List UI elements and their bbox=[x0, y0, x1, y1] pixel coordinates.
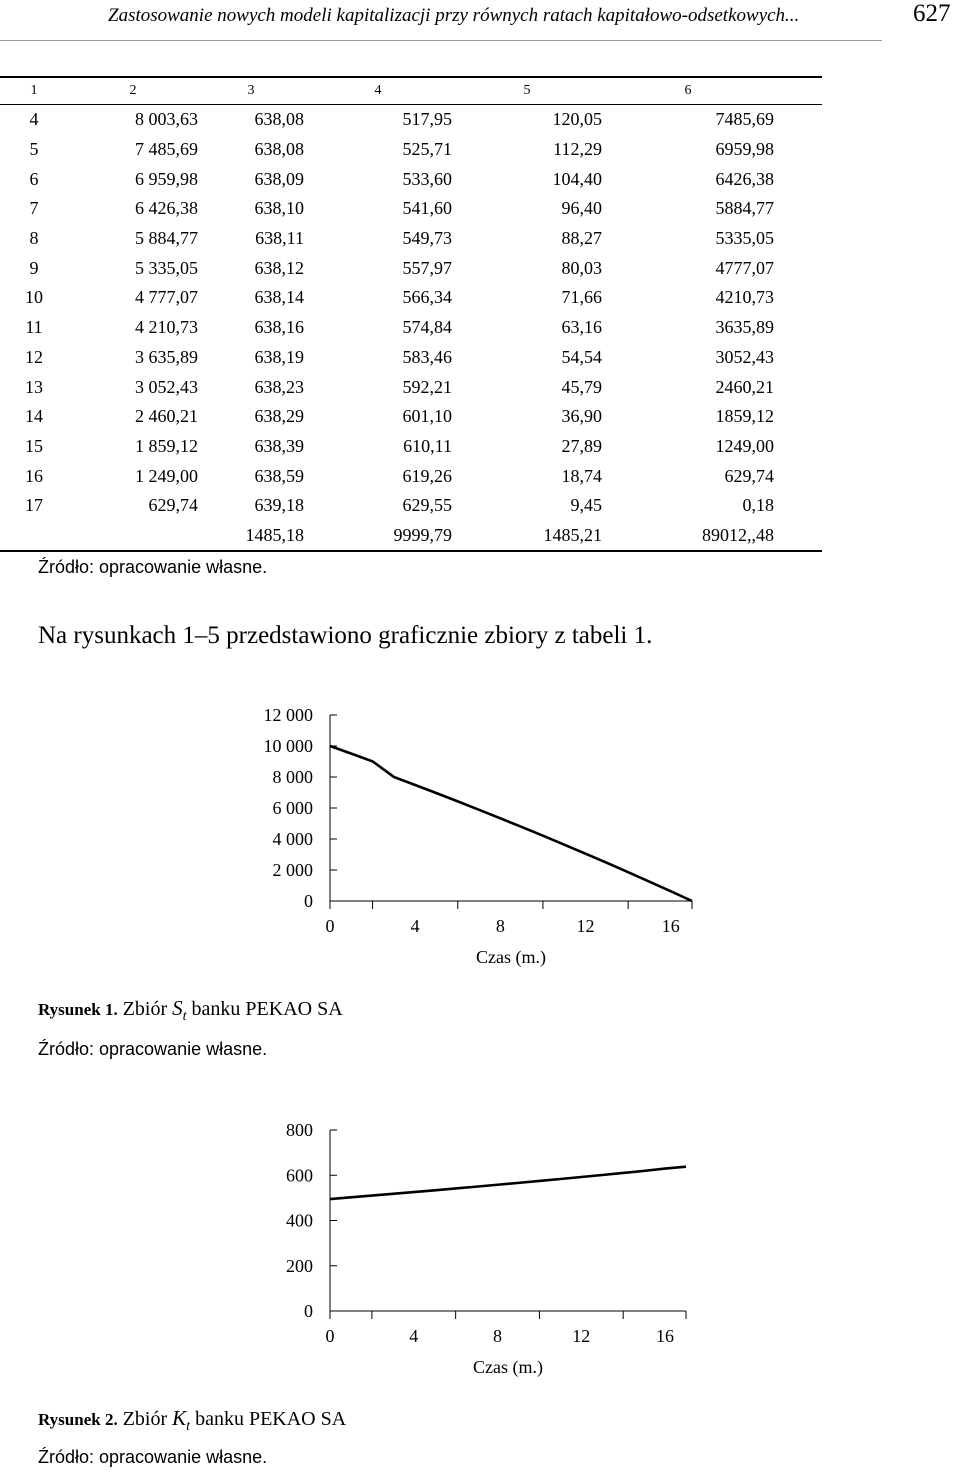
table-cell-col-1: 8 bbox=[29, 228, 39, 249]
table-row bbox=[0, 224, 822, 254]
chart-1-y-tick-label: 10 000 bbox=[263, 736, 313, 756]
table-row bbox=[0, 491, 822, 521]
table-cell-col-2: 4 210,73 bbox=[135, 317, 198, 338]
table-cell-col-2: 1 249,00 bbox=[135, 465, 198, 486]
table-row bbox=[0, 164, 822, 194]
table-cell-col-4: 619,26 bbox=[402, 465, 452, 486]
table-cell-spacer bbox=[774, 283, 822, 313]
table-cell-col-6: 2460,21 bbox=[715, 376, 774, 397]
table-cell-col-3: 638,11 bbox=[255, 228, 304, 249]
table-cell-col-3: 638,16 bbox=[254, 317, 304, 338]
figure-2-caption-pre: Zbiór bbox=[122, 1408, 168, 1430]
column-header-6: 6 bbox=[684, 83, 692, 98]
table-row bbox=[0, 313, 822, 343]
table-cell-col-5: 1485,21 bbox=[543, 524, 602, 545]
figure-2-source-note: Źródło: opracowanie własne. bbox=[38, 1447, 268, 1467]
chart-2-y-tick-label: 800 bbox=[286, 1120, 313, 1140]
figure-1-caption-pre: Zbiór bbox=[122, 998, 168, 1020]
table-header-row bbox=[0, 77, 822, 105]
table-cell-col-3: 638,59 bbox=[254, 465, 304, 486]
table-cell-col-4: 610,11 bbox=[403, 435, 452, 456]
table-cell-col-1: 16 bbox=[25, 465, 43, 486]
table-cell-spacer bbox=[774, 372, 822, 402]
table-cell-col-2: 5 884,77 bbox=[135, 228, 198, 249]
table-cell-col-4: 601,10 bbox=[402, 406, 452, 427]
table-cell-col-5: 9,45 bbox=[570, 495, 602, 516]
figure-1-chart bbox=[0, 690, 960, 990]
table-cell-col-4: 566,34 bbox=[402, 287, 452, 308]
figure-1-label: Rysunek 1. bbox=[38, 1000, 118, 1019]
table-cell-spacer bbox=[774, 194, 822, 224]
chart-2-x-tick-label: 12 bbox=[572, 1326, 591, 1346]
table-cell-col-1: 5 bbox=[29, 139, 39, 160]
chart-2-x-tick-label: 4 bbox=[409, 1326, 419, 1346]
table-cell-col-3: 638,39 bbox=[254, 435, 304, 456]
table-row bbox=[0, 253, 822, 283]
table-cell-col-1: 15 bbox=[25, 435, 43, 456]
chart-1-y-tick-label: 12 000 bbox=[263, 705, 313, 725]
column-header-1: 1 bbox=[30, 83, 38, 98]
table-row bbox=[0, 283, 822, 313]
table-cell-spacer bbox=[774, 461, 822, 491]
table-cell-col-3: 638,08 bbox=[254, 139, 304, 160]
table-cell-col-2: 3 635,89 bbox=[135, 346, 198, 367]
table-cell-col-5: 18,74 bbox=[561, 465, 602, 486]
chart-1-y-tick-label: 4 000 bbox=[272, 829, 313, 849]
table-cell-col-6: 5335,05 bbox=[715, 228, 774, 249]
table-cell-spacer bbox=[774, 224, 822, 254]
chart-2-x-tick-label: 16 bbox=[656, 1326, 675, 1346]
figure-2-label: Rysunek 2. bbox=[38, 1410, 118, 1429]
table-cell-col-1: 10 bbox=[25, 287, 43, 308]
table-cell-col-3: 638,14 bbox=[254, 287, 304, 308]
table-cell-col-6: 3052,43 bbox=[715, 346, 774, 367]
table-cell-spacer bbox=[774, 521, 822, 552]
table-cell-col-3: 638,08 bbox=[254, 109, 304, 130]
table-row bbox=[0, 105, 822, 135]
chart-1-x-axis-label: Czas (m.) bbox=[476, 947, 546, 967]
chart-1-x-tick-label: 8 bbox=[495, 916, 505, 936]
table-cell-col-5: 88,27 bbox=[561, 228, 602, 249]
table-cell-col-5: 63,16 bbox=[561, 317, 602, 338]
table-cell-col-3: 638,09 bbox=[254, 168, 304, 189]
table-cell-col-4: 592,21 bbox=[402, 376, 452, 397]
table-cell-col-6: 3635,89 bbox=[715, 317, 774, 338]
table-cell-col-6: 7485,69 bbox=[715, 109, 774, 130]
table-cell-col-4: 629,55 bbox=[402, 495, 452, 516]
table-cell-spacer bbox=[774, 491, 822, 521]
table-cell-col-3: 638,12 bbox=[254, 257, 304, 278]
table-cell-spacer bbox=[774, 253, 822, 283]
table-cell-col-3: 638,23 bbox=[254, 376, 304, 397]
chart-2-y-tick-label: 0 bbox=[304, 1301, 313, 1321]
table-cell-col-6: 0,18 bbox=[742, 495, 774, 516]
figure-1-source-note: Źródło: opracowanie własne. bbox=[38, 1039, 268, 1059]
chart-2-series-line bbox=[330, 1167, 686, 1199]
table-cell-col-6: 89012,,48 bbox=[702, 524, 774, 545]
table-cell-col-2: 3 052,43 bbox=[135, 376, 198, 397]
chart-1-y-tick-label: 6 000 bbox=[272, 798, 313, 818]
table-cell-col-4: 533,60 bbox=[402, 168, 452, 189]
chart-2-x-tick-label: 0 bbox=[325, 1326, 335, 1346]
figure-2-subscript: t bbox=[186, 1419, 191, 1434]
table-cell-col-1: 13 bbox=[25, 376, 43, 397]
chart-1-x-tick-label: 16 bbox=[661, 916, 680, 936]
table-cell-col-5: 54,54 bbox=[561, 346, 602, 367]
table-row bbox=[0, 461, 822, 491]
table-row bbox=[0, 343, 822, 373]
table-cell-col-6: 1249,00 bbox=[715, 435, 774, 456]
table-cell-col-1 bbox=[0, 521, 68, 552]
table-cell-col-6: 6426,38 bbox=[715, 168, 774, 189]
column-header-4: 4 bbox=[374, 83, 382, 98]
table-total-row bbox=[0, 521, 822, 552]
table-cell-col-2: 5 335,05 bbox=[135, 257, 198, 278]
table-cell-col-2: 6 959,98 bbox=[135, 168, 198, 189]
column-header-5: 5 bbox=[523, 83, 531, 98]
chart-1-x-tick-label: 12 bbox=[576, 916, 595, 936]
table-cell-col-1: 14 bbox=[25, 406, 43, 427]
table-cell-col-1: 17 bbox=[25, 495, 43, 516]
table-cell-col-2: 6 426,38 bbox=[135, 198, 198, 219]
table-row bbox=[0, 432, 822, 462]
table-cell-col-2: 8 003,63 bbox=[135, 109, 198, 130]
column-header-2: 2 bbox=[129, 83, 137, 98]
figure-2-chart bbox=[0, 1110, 960, 1400]
table-cell-col-3: 638,29 bbox=[254, 406, 304, 427]
table-cell-col-6: 4777,07 bbox=[715, 257, 774, 278]
table-cell-col-4: 549,73 bbox=[402, 228, 452, 249]
table-cell-col-5: 96,40 bbox=[561, 198, 602, 219]
table-row bbox=[0, 135, 822, 165]
table-header bbox=[0, 77, 822, 105]
table-cell-col-1: 7 bbox=[29, 198, 39, 219]
table-cell-col-1: 6 bbox=[29, 168, 39, 189]
table-source-note: Źródło: opracowanie własne. bbox=[38, 557, 268, 577]
chart-1-y-tick-label: 0 bbox=[304, 891, 313, 911]
table-body bbox=[0, 105, 822, 552]
table-cell-col-1: 9 bbox=[29, 257, 39, 278]
table-cell-col-5: 36,90 bbox=[561, 406, 602, 427]
figure-2-symbol: K bbox=[172, 1406, 187, 1430]
figure-1-symbol: S bbox=[172, 996, 183, 1020]
table-cell-col-1: 11 bbox=[25, 317, 43, 338]
table-cell-col-5: 71,66 bbox=[561, 287, 602, 308]
table-cell-col-1: 12 bbox=[25, 346, 43, 367]
table-cell-col-6: 5884,77 bbox=[715, 198, 774, 219]
chart-2-y-tick-label: 600 bbox=[286, 1165, 313, 1186]
page-number: 627 bbox=[913, 0, 951, 27]
table-cell-spacer bbox=[774, 343, 822, 373]
running-header bbox=[0, 0, 960, 42]
table-cell-col-6: 629,74 bbox=[724, 465, 774, 486]
table-cell-spacer bbox=[774, 105, 822, 135]
table-cell-col-2: 4 777,07 bbox=[135, 287, 198, 308]
chart-1-x-tick-label: 0 bbox=[325, 916, 335, 936]
chart-1-y-tick-label: 2 000 bbox=[272, 860, 313, 880]
table-cell-col-2: 7 485,69 bbox=[135, 139, 198, 160]
table-cell-spacer bbox=[774, 402, 822, 432]
figure-1-caption-post: banku PEKAO SA bbox=[191, 998, 343, 1020]
header-rule bbox=[0, 40, 882, 41]
table-cell-col-6: 6959,98 bbox=[715, 139, 774, 160]
table-cell-spacer bbox=[774, 135, 822, 165]
table-cell-col-4: 541,60 bbox=[402, 198, 452, 219]
table-cell-col-6: 1859,12 bbox=[715, 406, 774, 427]
table-cell-spacer bbox=[774, 432, 822, 462]
chart-2-y-tick-label: 400 bbox=[286, 1210, 313, 1231]
table-cell-col-5: 104,40 bbox=[552, 168, 602, 189]
table-row bbox=[0, 372, 822, 402]
chart-2-x-tick-label: 8 bbox=[493, 1326, 503, 1346]
figure-1-subscript: t bbox=[182, 1009, 187, 1024]
figure-2-caption bbox=[38, 1406, 346, 1435]
table-row bbox=[0, 402, 822, 432]
figure-1-caption bbox=[38, 996, 343, 1025]
table-cell-col-3: 1485,18 bbox=[245, 524, 304, 545]
table-cell-spacer bbox=[774, 313, 822, 343]
running-title: Zastosowanie nowych modeli kapitalizacji przy równych ratach kapitałowo-odsetkowych... bbox=[108, 5, 800, 26]
chart-1-y-tick-label: 8 000 bbox=[272, 767, 313, 787]
table-cell-col-4: 9999,79 bbox=[393, 524, 452, 545]
table-cell-col-2: 629,74 bbox=[148, 495, 198, 516]
table-cell-spacer bbox=[774, 164, 822, 194]
table-cell-col-5: 112,29 bbox=[553, 139, 602, 160]
table-cell-col-4: 557,97 bbox=[402, 257, 452, 278]
table-cell-col-3: 638,19 bbox=[254, 346, 304, 367]
chart-2-y-tick-label: 200 bbox=[286, 1255, 313, 1276]
intro-sentence: Na rysunkach 1–5 przedstawiono graficznie zbiory z tabeli 1. bbox=[38, 622, 653, 649]
table-cell-col-4: 525,71 bbox=[402, 139, 452, 160]
table-cell-col-5: 80,03 bbox=[561, 257, 602, 278]
column-header-3: 3 bbox=[247, 83, 255, 98]
column-header-spacer bbox=[774, 77, 822, 105]
table-cell-col-4: 517,95 bbox=[402, 109, 452, 130]
table-cell-col-5: 45,79 bbox=[561, 376, 602, 397]
table-cell-col-2 bbox=[68, 521, 198, 552]
table-cell-col-2: 1 859,12 bbox=[135, 435, 198, 456]
table-cell-col-2: 2 460,21 bbox=[135, 406, 198, 427]
table-cell-col-5: 120,05 bbox=[552, 109, 602, 130]
table-cell-col-4: 583,46 bbox=[402, 346, 452, 367]
table-cell-col-3: 638,10 bbox=[254, 198, 304, 219]
figure-2-caption-post: banku PEKAO SA bbox=[195, 1408, 347, 1430]
chart-1-series-line bbox=[330, 746, 692, 901]
table-cell-col-1: 4 bbox=[29, 109, 39, 130]
table-cell-col-4: 574,84 bbox=[402, 317, 452, 338]
table-cell-col-6: 4210,73 bbox=[715, 287, 774, 308]
chart-2-x-axis-label: Czas (m.) bbox=[473, 1357, 543, 1377]
chart-1-x-tick-label: 4 bbox=[410, 916, 420, 936]
table-row bbox=[0, 194, 822, 224]
table-cell-col-3: 639,18 bbox=[254, 495, 304, 516]
table-cell-col-5: 27,89 bbox=[561, 435, 602, 456]
data-table bbox=[0, 76, 822, 552]
